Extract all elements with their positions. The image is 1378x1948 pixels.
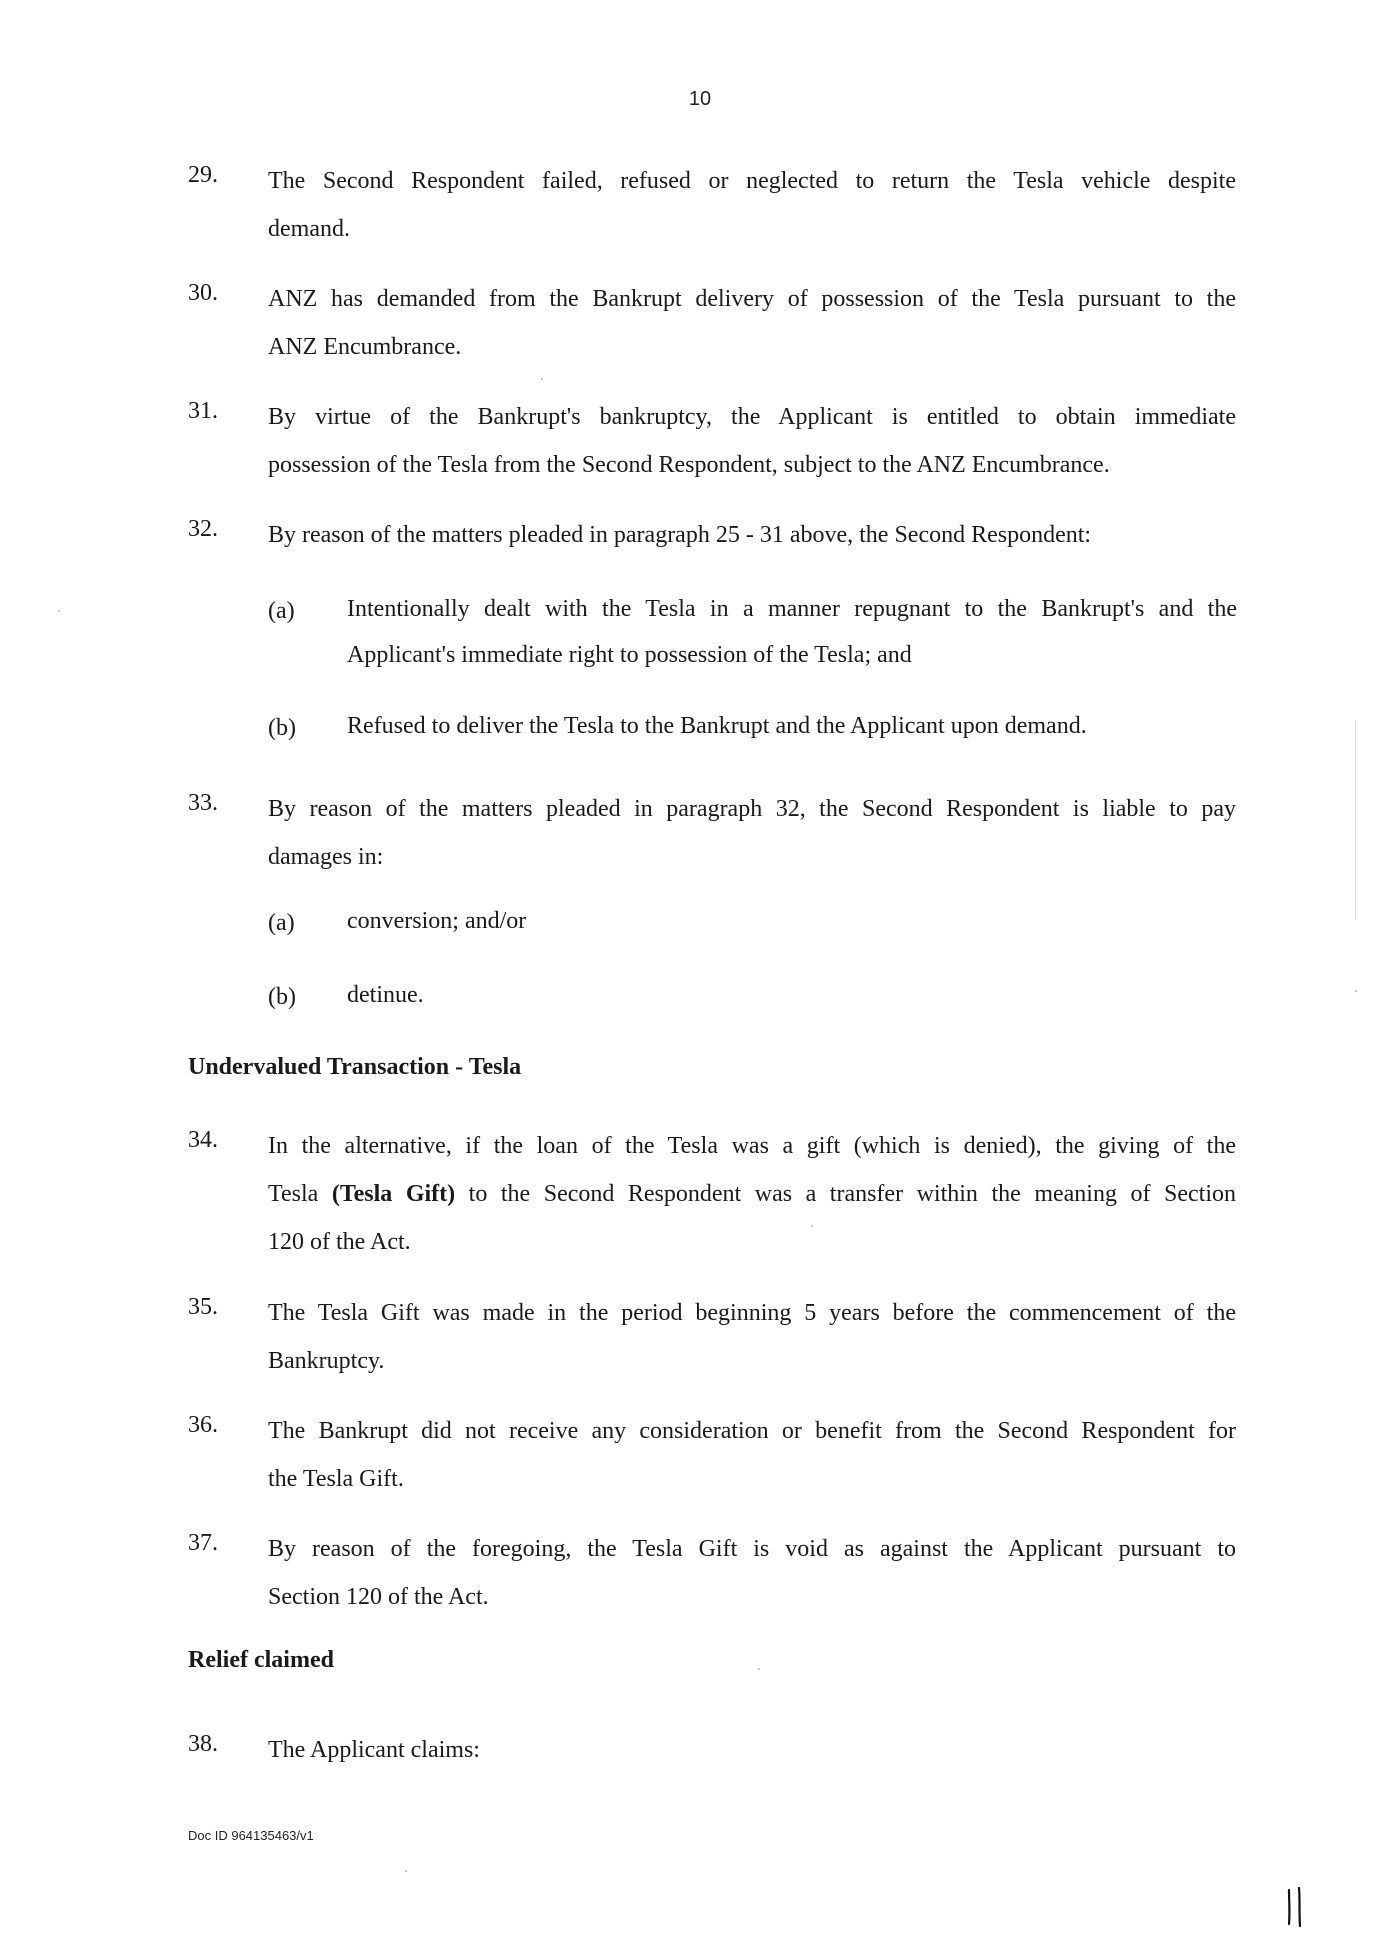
paragraph-line: the Tesla Gift.	[268, 1466, 404, 1492]
paragraph-line: Intentionally dealt with the Tesla in a manner repugnant to the Bankrupt's and the	[347, 596, 1237, 622]
paragraph-number: 30.	[188, 280, 218, 306]
sub-label: (b)	[268, 984, 296, 1010]
paragraph-line: possession of the Tesla from the Second Respondent, subject to the ANZ Encumbrance.	[268, 452, 1110, 478]
scan-artifact	[541, 378, 543, 380]
paragraph-line: detinue.	[347, 982, 424, 1008]
paragraph-line: Refused to deliver the Tesla to the Bankrupt and the Applicant upon demand.	[347, 713, 1087, 739]
page-number: 10	[688, 88, 712, 110]
paragraph-number: 32.	[188, 516, 218, 542]
subparagraph-32b	[347, 703, 1237, 749]
paragraph-line: By reason of the matters pleaded in paragraph 32, the Second Respondent is liable to pay	[268, 796, 1236, 822]
paragraph-number: 37.	[188, 1530, 218, 1556]
paragraph-38	[268, 1726, 1236, 1774]
footer-doc-id: Doc ID 964135463/v1	[188, 1828, 314, 1843]
paragraph-line: conversion; and/or	[347, 908, 527, 934]
paragraph-line: Applicant's immediate right to possession of the Tesla; and	[347, 642, 912, 668]
paragraph-line: The Tesla Gift was made in the period beginning 5 years before the commencement of the	[268, 1300, 1236, 1326]
paragraph-line: Bankruptcy.	[268, 1348, 385, 1374]
paragraph-line: The Applicant claims:	[268, 1737, 480, 1763]
paragraph-30	[268, 275, 1236, 371]
paragraph-32	[268, 511, 1236, 559]
sub-label: (b)	[268, 715, 296, 741]
paragraph-number: 29.	[188, 162, 218, 188]
paragraph-number: 36.	[188, 1412, 218, 1438]
subparagraph-32a	[347, 586, 1237, 678]
sub-label: (a)	[268, 910, 295, 936]
subparagraph-33a	[347, 898, 1237, 944]
text-run: Tesla	[268, 1181, 332, 1207]
paragraph-29	[268, 157, 1236, 253]
paragraph-number: 38.	[188, 1731, 218, 1757]
paragraph-line: demand.	[268, 216, 350, 242]
paragraph-line: By reason of the foregoing, the Tesla Gift is void as against the Applicant pursuant to	[268, 1536, 1236, 1562]
paragraph-line	[268, 1170, 1236, 1218]
paragraph-line: 120 of the Act.	[268, 1229, 411, 1255]
scan-artifact	[758, 1668, 760, 1670]
text-run: to the Second Respondent was a transfer within the meaning of Section	[455, 1181, 1236, 1207]
paragraph-line: By reason of the matters pleaded in paragraph 25 - 31 above, the Second Respondent:	[268, 522, 1092, 548]
paragraph-line: ANZ has demanded from the Bankrupt delivery of possession of the Tesla pursuant to the	[268, 286, 1236, 312]
paragraph-36	[268, 1407, 1236, 1503]
paragraph-33	[268, 785, 1236, 881]
paragraph-31	[268, 393, 1236, 489]
paragraph-line: Section 120 of the Act.	[268, 1584, 489, 1610]
handwritten-page-mark	[1284, 1886, 1306, 1928]
paragraph-line: ANZ Encumbrance.	[268, 334, 462, 360]
paragraph-number: 34.	[188, 1127, 218, 1153]
paragraph-37	[268, 1525, 1236, 1621]
scan-artifact	[58, 610, 60, 612]
sub-label: (a)	[268, 598, 295, 624]
paragraph-line: By virtue of the Bankrupt's bankruptcy, the Applicant is entitled to obtain immediate	[268, 404, 1236, 430]
paragraph-line: In the alternative, if the loan of the Tesla was a gift (which is denied), the giving of the	[268, 1133, 1236, 1159]
section-heading-undervalued: Undervalued Transaction - Tesla	[188, 1054, 522, 1080]
paragraph-number: 33.	[188, 790, 218, 816]
paragraph-line: The Second Respondent failed, refused or neglected to return the Tesla vehicle despite	[268, 168, 1236, 194]
subparagraph-33b	[347, 972, 1237, 1018]
paragraph-number: 35.	[188, 1294, 218, 1320]
scan-artifact	[811, 1225, 813, 1227]
paragraph-line: damages in:	[268, 844, 384, 870]
defined-term: (Tesla Gift)	[331, 1181, 456, 1207]
paragraph-number: 31.	[188, 398, 218, 424]
paragraph-line: The Bankrupt did not receive any consideration or benefit from the Second Respondent for	[268, 1418, 1236, 1444]
scan-artifact	[405, 1870, 407, 1872]
scan-artifact	[1355, 990, 1357, 992]
paragraph-34	[268, 1122, 1236, 1266]
scan-artifact	[1355, 720, 1356, 920]
paragraph-35	[268, 1289, 1236, 1385]
section-heading-relief: Relief claimed	[188, 1647, 334, 1673]
